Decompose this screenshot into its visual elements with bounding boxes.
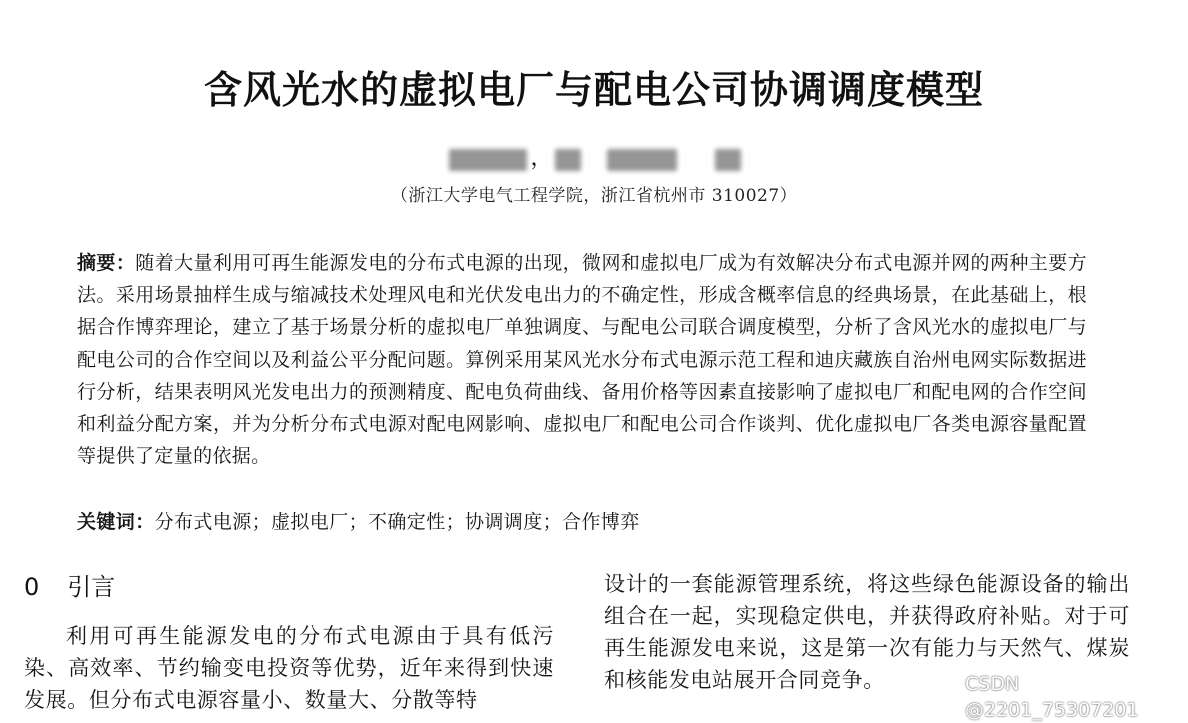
blurred-author-2 (555, 149, 581, 171)
keywords-label: 关键词： (77, 511, 155, 533)
section-number: 0 (24, 573, 40, 601)
abstract-block (77, 247, 1087, 472)
right-column-text: 设计的一套能源管理系统，将这些绿色能源设备的输出组合在一起，实现稳定供电，并获得政府补贴。对于可再生能源发电来说，这是第一次有能力与天然气、煤炭和核能发电站展开合同竞争。 (604, 572, 1130, 692)
abstract-text: 随着大量利用可再生能源发电的分布式电源的出现，微网和虚拟电厂成为有效解决分布式电源并网的两种主要方法。采用场景抽样生成与缩减技术处理风电和光伏发电出力的不确定性，形成含概率信息的经典场景，在此基础上，根据合作博弈理论，建立了基于场景分析的虚拟电厂单独调度、与配电公司联合调度模型，分析了含风光水的虚拟电厂与配电公司的合作空间以及利益公平分配问题。算例采用某风光水分布式电源示范工程和迪庆藏族自治州电网实际数据进行分析，结果表明风光发电出力的预测精度、配电负荷曲线、备用价格等因素直接影响了虚拟电厂和配电网的合作空间和利益分配方案，并为分析分布式电源对配电网影响、虚拟电厂和配电公司合作谈判、优化虚拟电厂各类电源容量配置等提供了定量的依据。 (77, 252, 1087, 468)
author-names-blurred (447, 145, 742, 175)
paper-title: 含风光水的虚拟电厂与配电公司协调调度模型 (203, 68, 984, 112)
left-column-text: 利用可再生能源发电的分布式电源由于具有低污染、高效率、节约输变电投资等优势，近年来得到快速发展。但分布式电源容量小、数量大、分散等特 (24, 624, 554, 712)
blurred-author-4 (715, 149, 741, 171)
affiliation: （浙江大学电气工程学院，浙江省杭州市 310027） (390, 186, 798, 206)
abstract-label: 摘要： (77, 252, 136, 274)
section-heading (24, 570, 115, 604)
blurred-author-3 (607, 149, 677, 171)
keywords-text: 分布式电源；虚拟电厂；不确定性；协调调度；合作博弈 (154, 511, 640, 533)
author-separator: ， (530, 146, 553, 171)
author-line (0, 145, 1188, 175)
keywords-block (77, 507, 1087, 537)
watermark: CSDN @2201_75307201 (965, 673, 1139, 721)
blurred-author-1 (449, 149, 527, 171)
section-title: 引言 (67, 573, 116, 601)
